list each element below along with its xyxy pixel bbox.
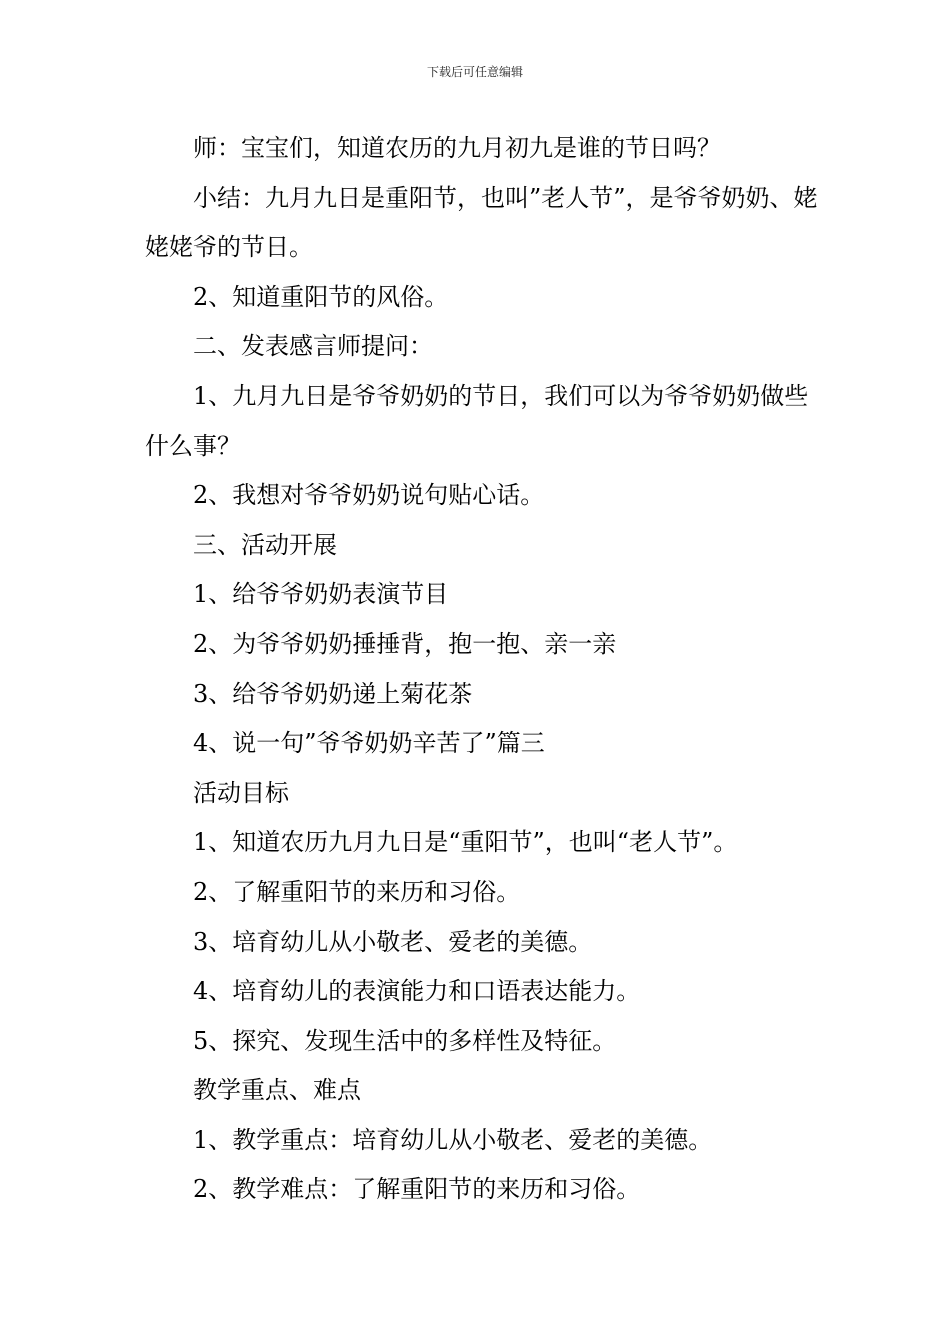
list-item: 2、了解重阳节的来历和习俗。 (193, 877, 521, 906)
section-heading: 二、发表感言师提问： (193, 332, 433, 361)
list-item: 5、探究、发现生活中的多样性及特征。 (193, 1026, 617, 1055)
section-heading: 活动目标 (193, 778, 289, 807)
section-heading: 三、活动开展 (193, 530, 337, 559)
document-body (145, 124, 825, 1215)
list-item: 2、为爷爷奶奶捶捶背，抱一抱、亲一亲 (193, 629, 617, 658)
list-item: 4、说一句”爷爷奶奶辛苦了”篇三 (193, 729, 545, 758)
paragraph: 1、九月九日是爷爷奶奶的节日，我们可以为爷爷奶奶做些什么事？ (145, 381, 809, 460)
list-item: 1、给爷爷奶奶表演节目 (193, 580, 449, 609)
list-item: 1、知道农历九月九日是“重阳节”，也叫“老人节”。 (193, 828, 738, 857)
section-heading: 教学重点、难点 (193, 1076, 361, 1105)
list-item: 2、教学难点：了解重阳节的来历和习俗。 (193, 1175, 641, 1204)
list-item: 3、培育幼儿从小敬老、爱老的美德。 (193, 927, 593, 956)
paragraph: 师：宝宝们，知道农历的九月初九是谁的节日吗？ (193, 134, 721, 162)
paragraph: 2、知道重阳节的风俗。 (193, 282, 449, 311)
list-item: 1、教学重点：培育幼儿从小敬老、爱老的美德。 (193, 1125, 713, 1154)
list-item: 4、培育幼儿的表演能力和口语表达能力。 (193, 977, 641, 1006)
list-item: 3、给爷爷奶奶递上菊花茶 (193, 679, 473, 708)
paragraph: 2、我想对爷爷奶奶说句贴心话。 (193, 481, 545, 510)
page-header-note: 下载后可任意编辑 (426, 65, 523, 79)
paragraph: 小结：九月九日是重阳节，也叫”老人节”，是爷爷奶奶、姥姥姥爷的节日。 (145, 183, 818, 262)
